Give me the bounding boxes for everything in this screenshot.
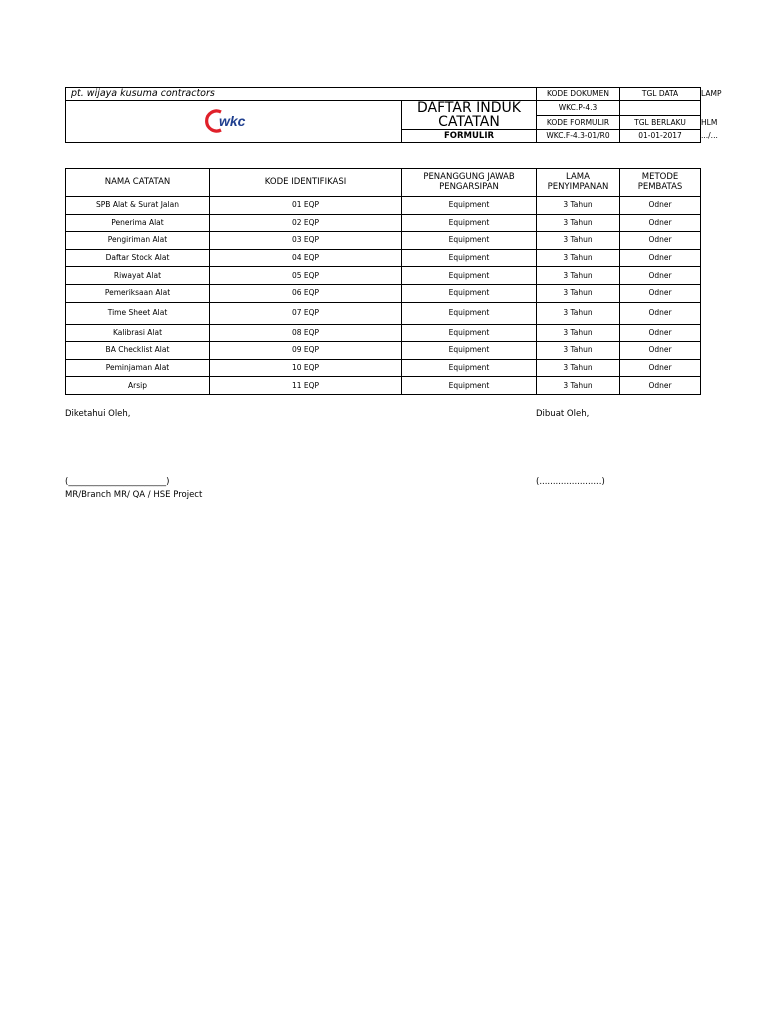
cell-nama: Penerima Alat	[66, 214, 210, 232]
table-row	[66, 342, 701, 360]
document-subtitle: FORMULIR	[402, 130, 537, 143]
cell-lama: 3 Tahun	[537, 267, 620, 285]
cell-nama: Pengiriman Alat	[66, 232, 210, 250]
col-header-metode-pembatas: METODE PEMBATAS	[620, 169, 701, 197]
acknowledged-signature-line: (_______________________)	[65, 477, 170, 487]
document-title: DAFTAR INDUK CATATAN	[402, 101, 537, 130]
table-row	[66, 232, 701, 250]
cell-lama: 3 Tahun	[537, 324, 620, 342]
cell-nama: Daftar Stock Alat	[66, 249, 210, 267]
cell-metode: Odner	[620, 267, 701, 285]
cell-metode: Odner	[620, 197, 701, 215]
acknowledged-by-label: Diketahui Oleh,	[65, 409, 131, 419]
cell-nama: Kalibrasi Alat	[66, 324, 210, 342]
cell-kode: 02 EQP	[210, 214, 402, 232]
cell-nama: Time Sheet Alat	[66, 302, 210, 324]
cell-kode: 03 EQP	[210, 232, 402, 250]
cell-lama: 3 Tahun	[537, 359, 620, 377]
cell-nama: Arsip	[66, 377, 210, 395]
cell-nama: Riwayat Alat	[66, 267, 210, 285]
col-header-kode-identifikasi: KODE IDENTIFIKASI	[210, 169, 402, 197]
table-row	[66, 267, 701, 285]
cell-kode: 07 EQP	[210, 302, 402, 324]
kode-formulir-value: WKC.F-4.3-01/R0	[537, 130, 620, 143]
cell-penanggung: Equipment	[402, 359, 537, 377]
cell-kode: 08 EQP	[210, 324, 402, 342]
cell-kode: 10 EQP	[210, 359, 402, 377]
prepared-by-label: Dibuat Oleh,	[536, 409, 590, 419]
cell-lama: 3 Tahun	[537, 214, 620, 232]
cell-metode: Odner	[620, 302, 701, 324]
cell-nama: SPB Alat & Surat Jalan	[66, 197, 210, 215]
cell-penanggung: Equipment	[402, 232, 537, 250]
tgl-berlaku-value: 01-01-2017	[620, 130, 701, 143]
cell-penanggung: Equipment	[402, 214, 537, 232]
cell-nama: BA Checklist Alat	[66, 342, 210, 360]
table-row	[66, 249, 701, 267]
kode-dokumen-label: KODE DOKUMEN	[537, 88, 620, 101]
document-header: pt. wijaya kusuma contractors KODE DOKUMEN TGL DATA LAMP wkc DAFTAR INDUK CATATAN WKC.P-4.3 KODE FORMULIR TGL BERLAKU HLM FORMULIR WKC.F-4.3-01/R0 01-01-2017 .../...	[65, 87, 701, 143]
table-row	[66, 197, 701, 215]
cell-metode: Odner	[620, 284, 701, 302]
cell-penanggung: Equipment	[402, 324, 537, 342]
cell-penanggung: Equipment	[402, 302, 537, 324]
cell-lama: 3 Tahun	[537, 232, 620, 250]
table-row	[66, 359, 701, 377]
cell-lama: 3 Tahun	[537, 302, 620, 324]
cell-kode: 11 EQP	[210, 377, 402, 395]
cell-nama: Peminjaman Alat	[66, 359, 210, 377]
col-header-nama-catatan: NAMA CATATAN	[66, 169, 210, 197]
logo-cell	[66, 101, 402, 143]
cell-nama: Pemeriksaan Alat	[66, 284, 210, 302]
cell-lama: 3 Tahun	[537, 284, 620, 302]
cell-kode: 04 EQP	[210, 249, 402, 267]
cell-metode: Odner	[620, 249, 701, 267]
cell-kode: 05 EQP	[210, 267, 402, 285]
cell-metode: Odner	[620, 214, 701, 232]
table-row	[66, 214, 701, 232]
records-table	[65, 168, 701, 395]
acknowledged-role: MR/Branch MR/ QA / HSE Project	[65, 490, 203, 500]
kode-formulir-label: KODE FORMULIR	[537, 116, 620, 130]
table-header-row	[66, 169, 701, 197]
cell-lama: 3 Tahun	[537, 197, 620, 215]
cell-kode: 09 EQP	[210, 342, 402, 360]
cell-lama: 3 Tahun	[537, 249, 620, 267]
cell-lama: 3 Tahun	[537, 377, 620, 395]
col-header-penanggung-jawab: PENANGGUNG JAWAB PENGARSIPAN	[402, 169, 537, 197]
table-row	[66, 377, 701, 395]
cell-metode: Odner	[620, 324, 701, 342]
cell-metode: Odner	[620, 359, 701, 377]
table-row	[66, 324, 701, 342]
kode-dokumen-value: WKC.P-4.3	[537, 101, 620, 116]
cell-penanggung: Equipment	[402, 284, 537, 302]
cell-kode: 06 EQP	[210, 284, 402, 302]
tgl-data-value	[620, 101, 701, 116]
tgl-data-label: TGL DATA	[620, 88, 701, 101]
cell-penanggung: Equipment	[402, 267, 537, 285]
cell-kode: 01 EQP	[210, 197, 402, 215]
cell-penanggung: Equipment	[402, 377, 537, 395]
cell-metode: Odner	[620, 342, 701, 360]
table-row	[66, 284, 701, 302]
prepared-signature-line: (.......................)	[536, 477, 605, 487]
company-logo	[205, 108, 263, 134]
logo-text: wkc	[218, 112, 245, 129]
cell-penanggung: Equipment	[402, 342, 537, 360]
table-row	[66, 302, 701, 324]
cell-penanggung: Equipment	[402, 197, 537, 215]
col-header-lama-penyimpanan: LAMA PENYIMPANAN	[537, 169, 620, 197]
cell-penanggung: Equipment	[402, 249, 537, 267]
tgl-berlaku-label: TGL BERLAKU	[620, 116, 701, 130]
cell-lama: 3 Tahun	[537, 342, 620, 360]
cell-metode: Odner	[620, 377, 701, 395]
company-name: pt. wijaya kusuma contractors	[66, 88, 537, 101]
cell-metode: Odner	[620, 232, 701, 250]
